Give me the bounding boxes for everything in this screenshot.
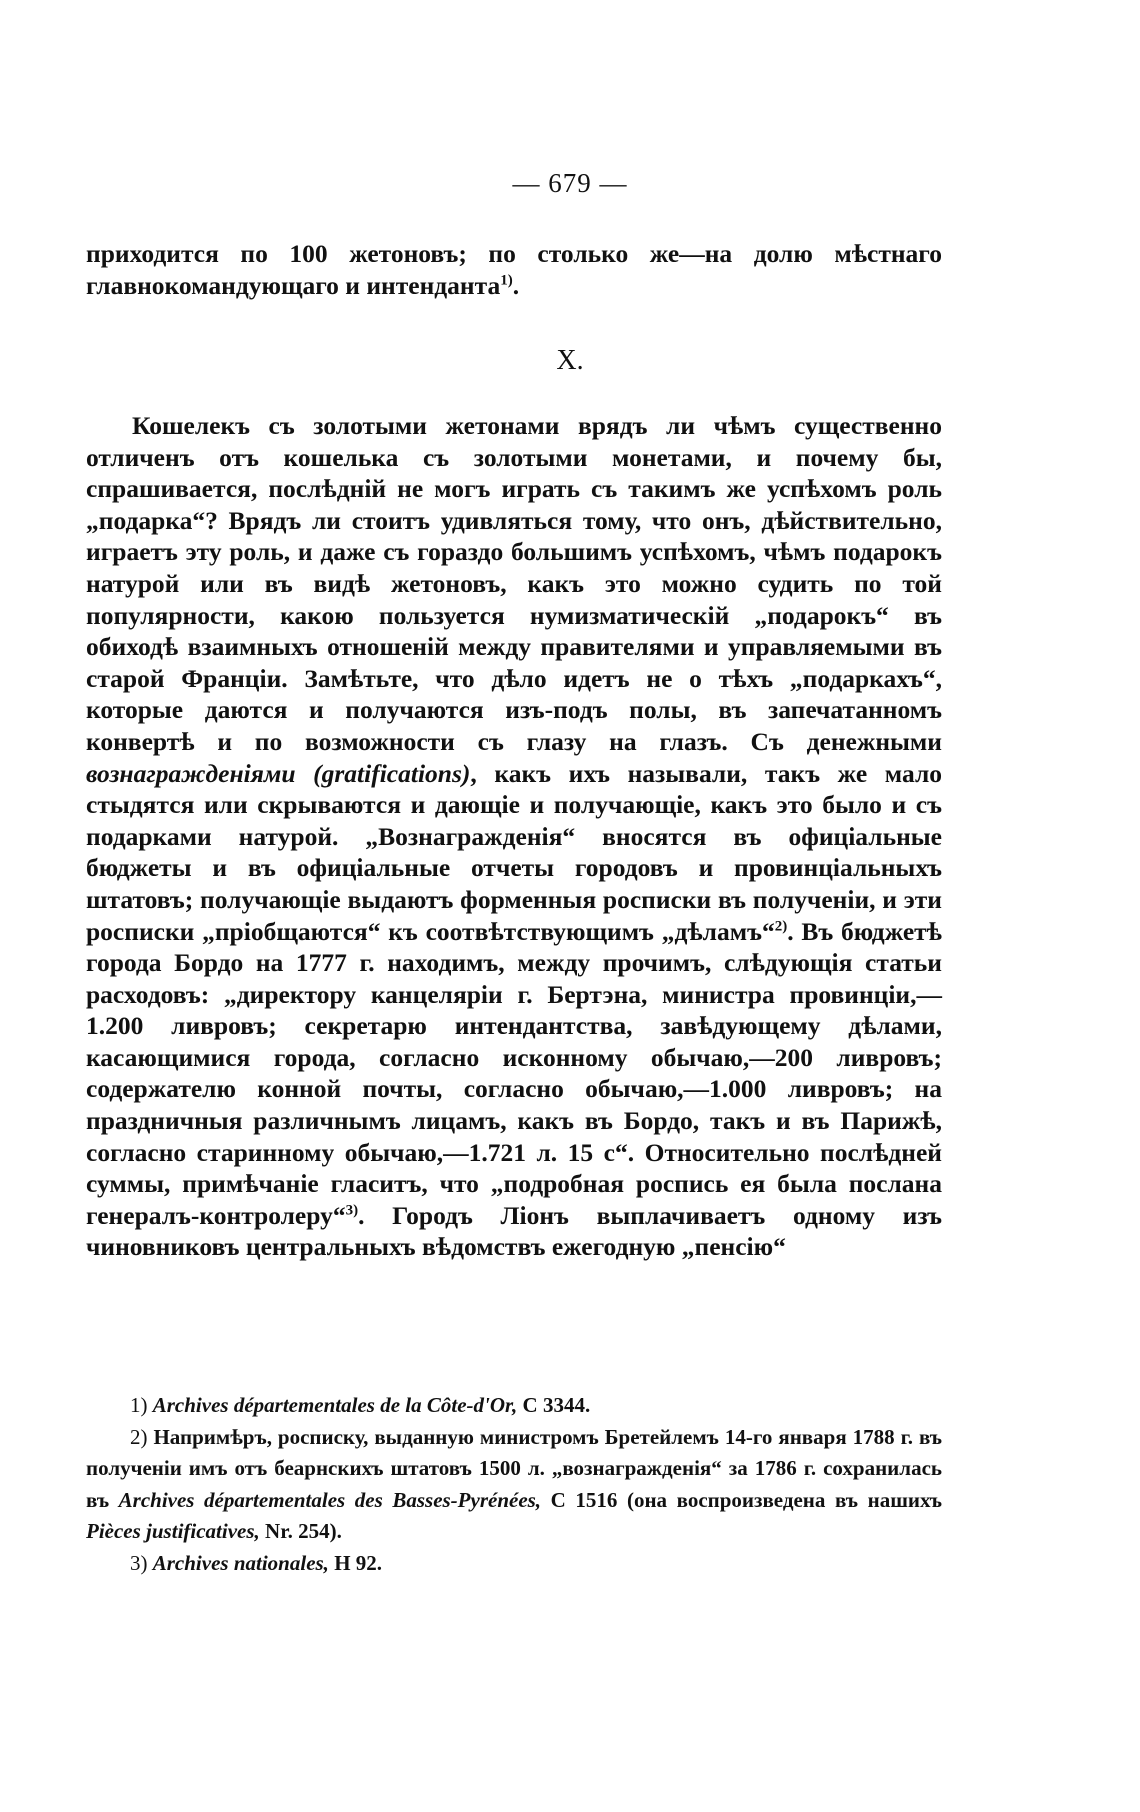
footnote-ref-3[interactable]: 3) bbox=[345, 1202, 359, 1219]
body-part-3: . Въ бюджетѣ города Бордо на 1777 г. находимъ, между прочимъ, слѣдующія статьи расходовъ: „директору канцеляріи г. Бертэна, министра провинціи,—1.200 ливровъ; секретарю интендантства, завѣдующему дѣлами, касающимися города, согласно исконному обычаю,—200 ливровъ; содержателю конной почты, согласно обычаю,—1.000 ливровъ; на праздничныя различнымъ лицамъ, какъ въ Бордо, такъ и въ Парижѣ, согласно старинному обычаю,—1.721 л. 15 с“. Относительно послѣдней суммы, примѣчаніе гласитъ, что „подробная роспись ея была послана генералъ-контролеру“ bbox=[86, 916, 942, 1230]
footnote-2-source-b: Pièces justificatives, bbox=[86, 1519, 260, 1543]
footnote-1-number: 1) bbox=[130, 1393, 148, 1417]
intro-tail: . bbox=[512, 270, 520, 300]
body-part-4: . Городъ Ліонъ выплачиваетъ одному изъ чиновниковъ центральныхъ вѣдомствъ ежегодную „пенсію“ bbox=[86, 1200, 942, 1262]
footnote-1-source: Archives départementales de la Côte-d'Or, bbox=[152, 1393, 518, 1417]
footnote-3-number: 3) bbox=[130, 1550, 148, 1575]
footnote-2-source-a: Archives départementales des Basses-Pyrénées, bbox=[118, 1487, 542, 1512]
footnote-2-number: 2) bbox=[130, 1424, 148, 1449]
section-heading: X. bbox=[556, 345, 584, 376]
body-italic-term: вознагражденіями (gratifications) bbox=[86, 758, 471, 788]
footnote-1 bbox=[86, 1390, 942, 1422]
body-part-1: Кошелекъ съ золотыми жетонами врядъ ли чѣмъ существенно отличенъ отъ кошелька съ золотыми монетами, и почему бы, спрашивается, послѣдній не могъ играть съ такимъ же успѣхомъ роль „подарка“? Врядъ ли стоитъ удивляться тому, что онъ, дѣйствительно, играетъ эту роль, и даже съ гораздо большимъ успѣхомъ, чѣмъ подарокъ натурой или въ видѣ жетоновъ, какъ это можно судить по той популярности, какою пользуется нумизматическій „подарокъ“ въ обиходѣ взаимныхъ отношеній между правителями и управляемыми въ старой Франціи. Замѣтьте, что дѣло идетъ не о тѣхъ „подаркахъ“, которые даются и получаются изъ-подъ полы, въ запечатанномъ конвертѣ и по возможности съ глазу на глазъ. Съ денежными bbox=[86, 411, 942, 756]
body-part-2: , какъ ихъ называли, такъ же мало стыдятся или скрываются и дающіе и получающіе, какъ это было и съ подарками натурой. „Вознагражденія“ вносятся въ офиціальные бюджеты и въ офиціальные отчеты городовъ и провинціальныхъ штатовъ; получающіе выдаютъ форменныя росписки въ полученіи, и эти росписки „пріобщаются“ къ соотвѣтствующимъ „дѣламъ“ bbox=[86, 758, 943, 946]
footnote-2-text-c: Nr. 254). bbox=[259, 1519, 342, 1543]
footnote-3-source: Archives nationales, bbox=[152, 1550, 329, 1575]
footnote-2-text-a: Напримѣръ, росписку, выданную министромъ Бретейлемъ 14-го января 1788 г. въ полученіи имъ отъ беарнскихъ штатовъ 1500 л. „вознагражденія“ за 1786 г. сохранилась въ bbox=[86, 1424, 942, 1512]
intro-text: приходится по 100 жетоновъ; по столько же—на долю мѣстнаго главнокомандующаго и интенданта bbox=[86, 239, 942, 300]
footnote-ref-2[interactable]: 2) bbox=[774, 918, 788, 934]
footnote-2 bbox=[86, 1422, 942, 1548]
footnote-ref-1[interactable]: 1) bbox=[500, 272, 513, 289]
footnote-1-text: C 3344. bbox=[517, 1393, 591, 1417]
main-paragraph bbox=[86, 410, 942, 1263]
page-number: — 679 — bbox=[512, 168, 628, 198]
footnote-2-text-b: C 1516 (она воспроизведена въ нашихъ bbox=[541, 1487, 942, 1512]
footnote-3-text: H 92. bbox=[328, 1550, 383, 1575]
footnotes bbox=[86, 1390, 942, 1579]
footnote-3 bbox=[86, 1548, 942, 1580]
intro-paragraph bbox=[86, 238, 942, 301]
